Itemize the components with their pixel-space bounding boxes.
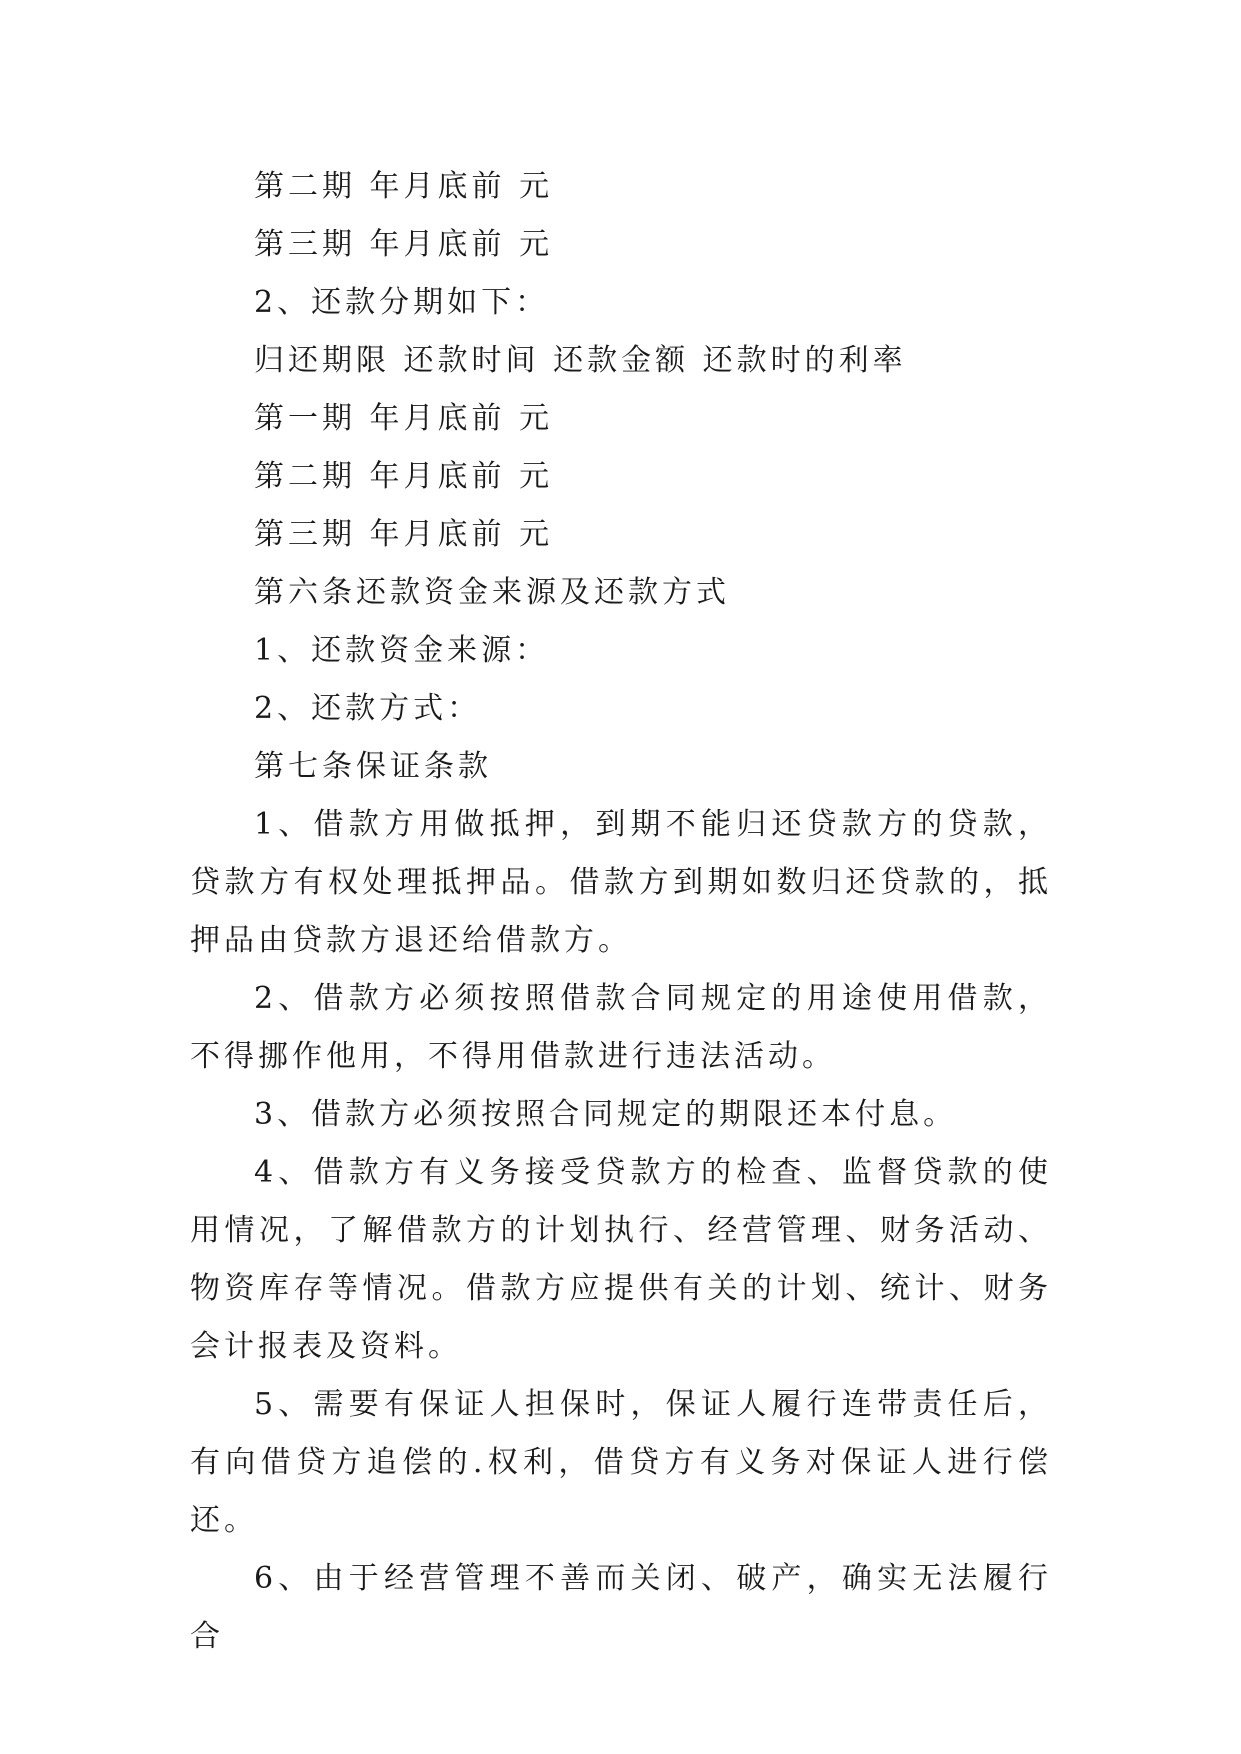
clause-2: 2、借款方必须按照借款合同规定的用途使用借款，不得挪作他用，不得用借款进行违法活动。 xyxy=(190,981,1052,1074)
clause-3: 3、借款方必须按照合同规定的期限还本付息。 xyxy=(254,1097,958,1132)
document-body xyxy=(190,158,1052,1666)
paragraph-6: 第二期 年月底前 元 xyxy=(254,459,554,494)
clause-6: 6、由于经营管理不善而关闭、破产，确实无法履行合 xyxy=(190,1561,1052,1654)
section-heading-article-6: 第六条还款资金来源及还款方式 xyxy=(254,575,730,610)
paragraph-9: 1、还款资金来源： xyxy=(254,633,550,668)
clause-4: 4、借款方有义务接受贷款方的检查、监督贷款的使用情况，了解借款方的计划执行、经营管理、财务活动、物资库存等情况。借款方应提供有关的计划、统计、财务会计报表及资料。 xyxy=(190,1155,1052,1364)
paragraph-2: 第三期 年月底前 元 xyxy=(254,227,554,262)
paragraph-1: 第二期 年月底前 元 xyxy=(254,169,554,204)
clause-1: 1、借款方用做抵押，到期不能归还贷款方的贷款，贷款方有权处理抵押品。借款方到期如数归还贷款的，抵押品由贷款方退还给借款方。 xyxy=(190,807,1052,958)
paragraph-7: 第三期 年月底前 元 xyxy=(254,517,554,552)
paragraph-10: 2、还款方式： xyxy=(254,691,482,726)
clause-5: 5、需要有保证人担保时，保证人履行连带责任后，有向借贷方追偿的.权利，借贷方有义务对保证人进行偿还。 xyxy=(190,1387,1052,1538)
paragraph-4: 归还期限 还款时间 还款金额 还款时的利率 xyxy=(254,343,907,378)
paragraph-3: 2、还款分期如下： xyxy=(254,285,550,320)
paragraph-5: 第一期 年月底前 元 xyxy=(254,401,554,436)
section-heading-article-7: 第七条保证条款 xyxy=(254,749,492,784)
